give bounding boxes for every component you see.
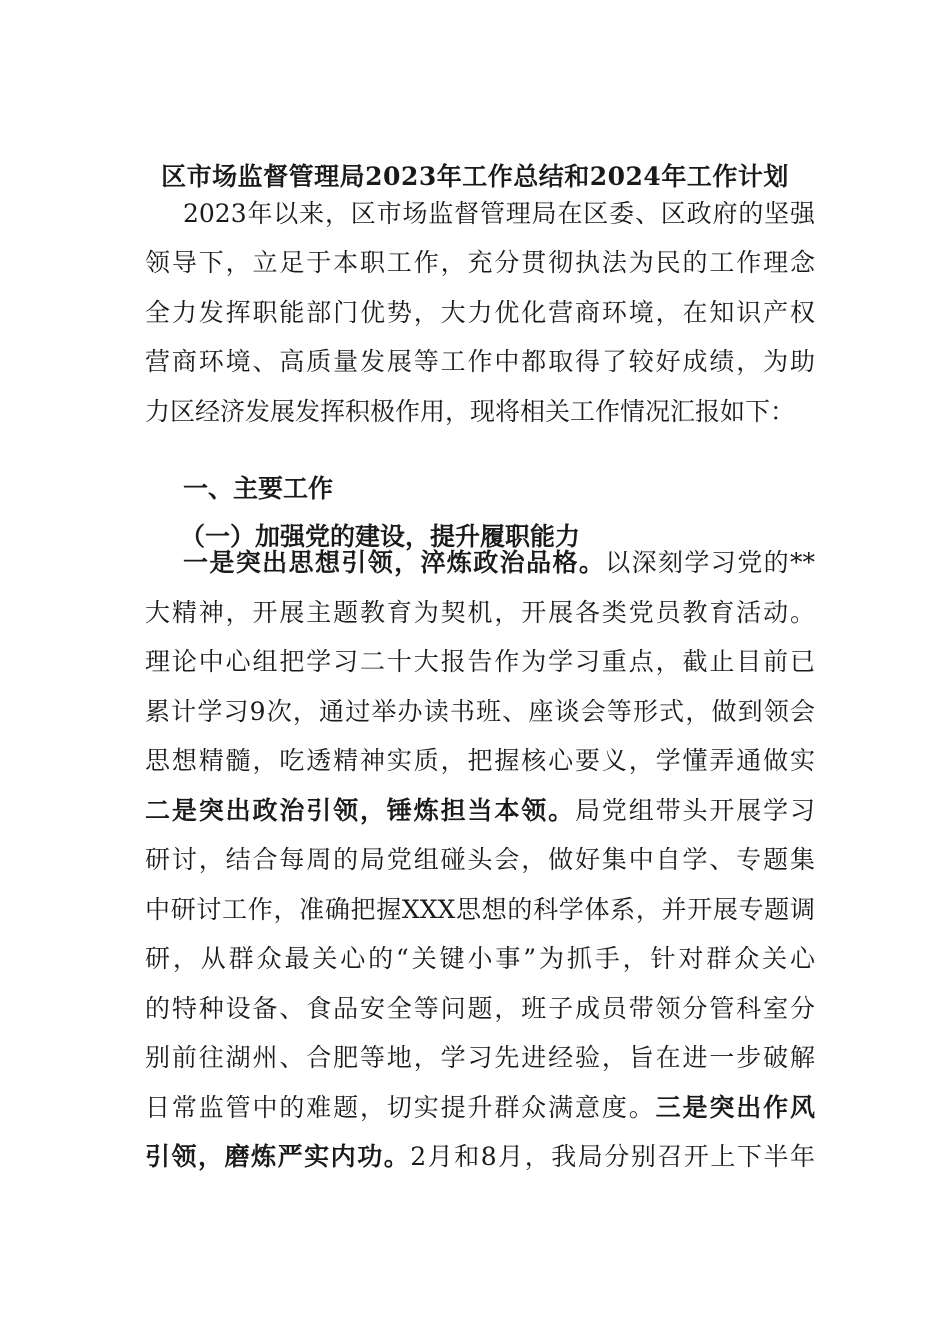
body-line-4: 累计学习9次，通过举办读书班、座谈会等形式，做到领会 <box>145 697 815 726</box>
key-point-3-cont: 引领，磨炼严实内功。 <box>145 1142 411 1171</box>
intro-line-1: 2023年以来，区市场监督管理局在区委、区政府的坚强 <box>183 199 815 228</box>
body-line-1 <box>183 543 815 583</box>
key-point-2: 二是突出政治引领，锤炼担当本领。 <box>145 796 575 825</box>
intro-line-4: 营商环境、高质量发展等工作中都取得了较好成绩，为助 <box>145 347 815 376</box>
body-line-9: 研，从群众最关心的“关键小事”为抓手，针对群众关心 <box>145 944 815 973</box>
body-line-2: 大精神，开展主题教育为契机，开展各类党员教育活动。 <box>145 598 815 627</box>
body-line-13-text: 2月和8月，我局分别召开上下半年 <box>410 1142 815 1171</box>
intro-line-2: 领导下，立足于本职工作，充分贯彻执法为民的工作理念 <box>145 248 815 277</box>
intro-line-5: 力区经济发展发挥积极作用，现将相关工作情况汇报如下： <box>145 397 796 426</box>
body-line-10: 的特种设备、食品安全等问题，班子成员带领分管科室分 <box>145 994 815 1023</box>
document-title: 区市场监督管理局2023年工作总结和2024年工作计划 <box>161 162 789 191</box>
section-heading-1: 一、主要工作 <box>183 474 334 503</box>
body-line-11: 别前往湖州、合肥等地，学习先进经验，旨在进一步破解 <box>145 1043 815 1072</box>
body-line-13 <box>145 1137 815 1177</box>
body-line-1-text: 以深刻学习党的** <box>605 548 815 577</box>
body-line-6-text: 局党组带头开展学习 <box>574 796 815 825</box>
body-line-12-text: 日常监管中的难题，切实提升群众满意度。 <box>145 1093 656 1122</box>
body-line-12 <box>145 1088 815 1128</box>
key-point-3: 三是突出作风 <box>655 1093 815 1122</box>
body-line-7: 研讨，结合每周的局党组碰头会，做好集中自学、专题集 <box>145 845 815 874</box>
subsection-heading-1: （一）加强党的建设，提升履职能力 <box>180 522 581 551</box>
body-line-8: 中研讨工作，准确把握XXX思想的科学体系，并开展专题调 <box>145 895 815 924</box>
body-line-3: 理论中心组把学习二十大报告作为学习重点，截止目前已 <box>145 647 815 676</box>
body-line-6 <box>145 791 815 831</box>
key-point-1: 一是突出思想引领，淬炼政治品格。 <box>183 548 606 577</box>
body-line-5: 思想精髓，吃透精神实质，把握核心要义，学懂弄通做实 <box>145 746 815 775</box>
intro-line-3: 全力发挥职能部门优势，大力优化营商环境，在知识产权 <box>145 298 815 327</box>
